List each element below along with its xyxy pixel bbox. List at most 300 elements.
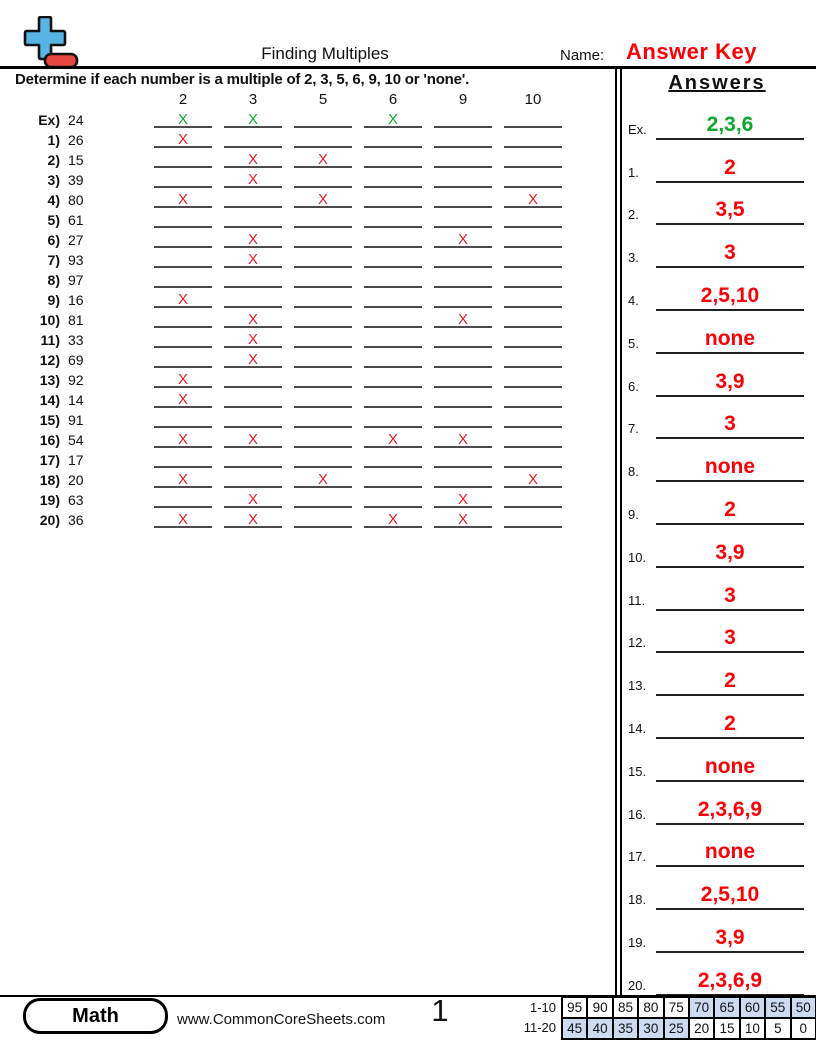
- answer-blank-2: [154, 390, 212, 408]
- answer-row: [622, 525, 814, 568]
- problem-label: 4): [47, 192, 60, 208]
- grading-row1-label: 1-10: [529, 1000, 556, 1015]
- problem-row: [0, 110, 616, 130]
- problem-label: 14): [39, 392, 60, 408]
- answer-value: 2,3,6,9: [697, 968, 763, 992]
- problem-row: [0, 330, 616, 350]
- problem-number: 16: [68, 292, 84, 308]
- answer-blank-10: [504, 290, 562, 308]
- x-mark: X: [177, 291, 188, 308]
- answer-blank-10: [504, 270, 562, 288]
- answer-row: [622, 183, 814, 226]
- problem-number: 20: [68, 472, 84, 488]
- answer-value: 2: [724, 155, 736, 179]
- answer-label: Ex.: [628, 121, 647, 137]
- answer-blank-9: [434, 170, 492, 188]
- page-number: 1: [431, 993, 449, 1028]
- website-text: www.CommonCoreSheets.com: [177, 1011, 386, 1028]
- x-mark: X: [247, 171, 258, 188]
- grade-cell: 40: [588, 1019, 613, 1040]
- answer-blank-10: [504, 310, 562, 328]
- answer-blank-3: [224, 250, 282, 268]
- answer-row: [622, 568, 814, 611]
- problem-label: 1): [47, 132, 60, 148]
- answer-row: [622, 611, 814, 654]
- answer-value: 2: [724, 669, 736, 693]
- answers-list: [622, 97, 814, 996]
- answer-blank-2: [154, 330, 212, 348]
- column-header-6: 6: [388, 91, 398, 108]
- problem-label: 13): [39, 372, 60, 388]
- grade-cell: 70: [690, 998, 715, 1019]
- problem-number: 26: [68, 132, 84, 148]
- answer-blank-2: [154, 250, 212, 268]
- answer-label: 20.: [628, 977, 647, 993]
- problem-row: [0, 510, 616, 530]
- x-mark: X: [317, 151, 328, 168]
- answer-label: 1.: [628, 164, 639, 180]
- answer-label: 19.: [628, 934, 647, 950]
- answer-blank-10: [504, 190, 562, 208]
- instruction-text: Determine if each number is a multiple of 2, 3, 5, 6, 9, 10 or 'none'.: [15, 71, 470, 88]
- answer-blank-5: [294, 190, 352, 208]
- answers-column-divider: [615, 69, 622, 996]
- answer-blank-6: [364, 350, 422, 368]
- answer-value: 2,3,6: [706, 112, 754, 136]
- answer-row: [622, 354, 814, 397]
- answer-label: 10.: [628, 549, 647, 565]
- answer-label: 6.: [628, 378, 639, 394]
- x-mark: X: [247, 111, 258, 128]
- grade-cell: 65: [715, 998, 740, 1019]
- answer-blank-9: [434, 190, 492, 208]
- x-mark: X: [387, 511, 398, 528]
- answer-blank-6: [364, 130, 422, 148]
- answer-blank-10: [504, 390, 562, 408]
- answer-blank-2: [154, 450, 212, 468]
- grade-cell: 20: [690, 1019, 715, 1040]
- answer-value: 2,5,10: [700, 883, 760, 907]
- problem-label: 2): [47, 152, 60, 168]
- x-mark: X: [247, 511, 258, 528]
- answer-value: none: [704, 326, 756, 350]
- answer-blank-5: [294, 330, 352, 348]
- answer-blank-3: [224, 410, 282, 428]
- answer-blank-3: [224, 510, 282, 528]
- problem-label: 9): [47, 292, 60, 308]
- problem-number: 81: [68, 312, 84, 328]
- answer-row: [622, 439, 814, 482]
- x-mark: X: [247, 151, 258, 168]
- grade-cell: 75: [665, 998, 690, 1019]
- answer-row: [622, 739, 814, 782]
- x-mark: X: [387, 111, 398, 128]
- problem-row: [0, 210, 616, 230]
- name-label: Name:: [560, 47, 605, 64]
- answers-heading: Answers: [668, 72, 766, 94]
- answer-value: 3,9: [715, 925, 745, 949]
- problem-row: [0, 390, 616, 410]
- x-mark: X: [527, 191, 538, 208]
- problem-row: [0, 230, 616, 250]
- answer-blank-5: [294, 350, 352, 368]
- answer-blank-9: [434, 230, 492, 248]
- answer-blank-6: [364, 310, 422, 328]
- answer-label: 8.: [628, 464, 639, 480]
- x-mark: X: [177, 371, 188, 388]
- answer-blank-9: [434, 350, 492, 368]
- answer-label: 7.: [628, 421, 639, 437]
- answer-blank-9: [434, 390, 492, 408]
- x-mark: X: [317, 471, 328, 488]
- answer-row: [622, 653, 814, 696]
- answer-blank-5: [294, 430, 352, 448]
- answer-blank-6: [364, 370, 422, 388]
- x-mark: X: [247, 331, 258, 348]
- grading-table: [561, 996, 816, 1040]
- answer-blank-2: [154, 150, 212, 168]
- problem-number: 92: [68, 372, 84, 388]
- answer-row: [622, 867, 814, 910]
- answer-value: 3,9: [715, 369, 745, 393]
- x-mark: X: [527, 471, 538, 488]
- problem-label: Ex): [38, 112, 60, 128]
- answer-label: 9.: [628, 506, 639, 522]
- answer-blank-3: [224, 430, 282, 448]
- answer-row: [622, 397, 814, 440]
- x-mark: X: [177, 391, 188, 408]
- answer-blank-9: [434, 110, 492, 128]
- problem-number: 39: [68, 172, 84, 188]
- problem-number: 80: [68, 192, 84, 208]
- answer-row: [622, 953, 814, 996]
- answer-blank-9: [434, 270, 492, 288]
- answer-value: 2,3,6,9: [697, 797, 763, 821]
- answer-blank-9: [434, 410, 492, 428]
- x-mark: X: [457, 311, 468, 328]
- answer-value: 3,9: [715, 540, 745, 564]
- grade-cell: 80: [639, 998, 664, 1019]
- answer-value: none: [704, 840, 756, 864]
- column-header-10: 10: [524, 91, 542, 108]
- answer-blank-3: [224, 330, 282, 348]
- answer-blank-2: [154, 510, 212, 528]
- x-mark: X: [247, 351, 258, 368]
- x-mark: X: [177, 191, 188, 208]
- answer-blank-3: [224, 390, 282, 408]
- answer-blank-2: [154, 430, 212, 448]
- answer-blank-5: [294, 470, 352, 488]
- answer-label: 4.: [628, 292, 639, 308]
- answer-blank-5: [294, 230, 352, 248]
- answer-blank-9: [434, 430, 492, 448]
- answer-blank-10: [504, 350, 562, 368]
- answer-blank-6: [364, 410, 422, 428]
- problem-label: 10): [39, 312, 60, 328]
- answer-blank-9: [434, 130, 492, 148]
- grading-row2-label: 11-20: [523, 1020, 556, 1035]
- answer-blank-5: [294, 130, 352, 148]
- answer-blank-5: [294, 310, 352, 328]
- problem-number: 27: [68, 232, 84, 248]
- answer-blank-6: [364, 250, 422, 268]
- problem-label: 16): [39, 432, 60, 448]
- answer-blank-9: [434, 470, 492, 488]
- x-mark: X: [247, 251, 258, 268]
- problem-row: [0, 470, 616, 490]
- problem-number: 14: [68, 392, 84, 408]
- answer-value: none: [704, 754, 756, 778]
- grade-cell: 55: [766, 998, 791, 1019]
- answer-row: [622, 311, 814, 354]
- problem-row: [0, 350, 616, 370]
- answer-blank-2: [154, 170, 212, 188]
- problem-number: 36: [68, 512, 84, 528]
- answer-blank-3: [224, 270, 282, 288]
- problem-number: 33: [68, 332, 84, 348]
- answer-blank-6: [364, 110, 422, 128]
- x-mark: X: [177, 511, 188, 528]
- problem-number: 97: [68, 272, 84, 288]
- answer-blank-10: [504, 330, 562, 348]
- answer-blank-10: [504, 410, 562, 428]
- problem-label: 12): [39, 352, 60, 368]
- answer-blank-2: [154, 290, 212, 308]
- answer-blank-3: [224, 490, 282, 508]
- grade-cell: 90: [588, 998, 613, 1019]
- problem-number: 91: [68, 412, 84, 428]
- problem-number: 15: [68, 152, 84, 168]
- grade-cell: 0: [792, 1019, 816, 1040]
- answer-blank-5: [294, 250, 352, 268]
- answer-blank-6: [364, 290, 422, 308]
- answer-blank-6: [364, 450, 422, 468]
- answer-row: [622, 482, 814, 525]
- problem-row: [0, 270, 616, 290]
- answer-blank-2: [154, 470, 212, 488]
- answer-blank-5: [294, 290, 352, 308]
- grade-cell: 30: [639, 1019, 664, 1040]
- answer-blank-9: [434, 330, 492, 348]
- x-mark: X: [247, 431, 258, 448]
- answer-blank-5: [294, 150, 352, 168]
- problem-row: [0, 170, 616, 190]
- answer-row: [622, 782, 814, 825]
- answer-label: 14.: [628, 720, 647, 736]
- answer-value: 2: [724, 711, 736, 735]
- answer-blank-5: [294, 110, 352, 128]
- answer-blank-5: [294, 490, 352, 508]
- problem-label: 15): [39, 412, 60, 428]
- answer-value: 3: [724, 241, 736, 265]
- answer-blank-10: [504, 230, 562, 248]
- answer-label: 12.: [628, 635, 647, 651]
- problem-number: 24: [68, 112, 84, 128]
- answer-blank-10: [504, 510, 562, 528]
- answer-blank-3: [224, 470, 282, 488]
- answer-blank-9: [434, 490, 492, 508]
- answer-blank-5: [294, 210, 352, 228]
- answer-value: none: [704, 455, 756, 479]
- x-mark: X: [177, 131, 188, 148]
- answer-label: 11.: [628, 592, 646, 608]
- problem-row: [0, 310, 616, 330]
- answer-blank-6: [364, 430, 422, 448]
- answer-blank-2: [154, 210, 212, 228]
- answer-row: [622, 140, 814, 183]
- answer-blank-9: [434, 310, 492, 328]
- answer-row: [622, 825, 814, 868]
- answer-blank-2: [154, 370, 212, 388]
- problem-row: [0, 190, 616, 210]
- answer-blank-3: [224, 350, 282, 368]
- answer-value: 3: [724, 583, 736, 607]
- x-mark: X: [177, 471, 188, 488]
- problem-label: 6): [47, 232, 60, 248]
- grade-cell: 25: [665, 1019, 690, 1040]
- answer-label: 13.: [628, 678, 647, 694]
- answer-label: 15.: [628, 763, 647, 779]
- x-mark: X: [247, 231, 258, 248]
- x-mark: X: [247, 311, 258, 328]
- problem-row: [0, 430, 616, 450]
- answer-value: 3,5: [715, 198, 745, 222]
- answer-blank-10: [504, 130, 562, 148]
- header-divider: [0, 66, 816, 69]
- answer-blank-3: [224, 310, 282, 328]
- answer-blank-6: [364, 150, 422, 168]
- answer-blank-10: [504, 470, 562, 488]
- problem-number: 17: [68, 452, 84, 468]
- problem-label: 8): [47, 272, 60, 288]
- answer-label: 3.: [628, 250, 639, 266]
- x-mark: X: [247, 491, 258, 508]
- subject-badge: [23, 998, 168, 1034]
- answer-blank-5: [294, 170, 352, 188]
- answer-blank-9: [434, 290, 492, 308]
- answer-blank-3: [224, 130, 282, 148]
- x-mark: X: [317, 191, 328, 208]
- answer-blank-3: [224, 450, 282, 468]
- answer-blank-3: [224, 230, 282, 248]
- problem-row: [0, 370, 616, 390]
- answer-row: [622, 225, 814, 268]
- problem-label: 20): [39, 512, 60, 528]
- problem-row: [0, 490, 616, 510]
- answer-blank-6: [364, 270, 422, 288]
- answer-blank-3: [224, 150, 282, 168]
- answer-blank-9: [434, 210, 492, 228]
- subject-badge-label: Math: [26, 1001, 165, 1031]
- answer-blank-9: [434, 450, 492, 468]
- problem-row: [0, 250, 616, 270]
- grade-cell: 85: [614, 998, 639, 1019]
- answer-blank-10: [504, 110, 562, 128]
- answer-blank-3: [224, 190, 282, 208]
- answer-blank-6: [364, 230, 422, 248]
- answer-blank-2: [154, 130, 212, 148]
- problem-row: [0, 450, 616, 470]
- column-header-2: 2: [178, 91, 188, 108]
- answer-blank-9: [434, 510, 492, 528]
- problem-label: 11): [40, 332, 60, 348]
- problem-number: 61: [68, 212, 84, 228]
- problem-row: [0, 130, 616, 150]
- problem-number: 93: [68, 252, 84, 268]
- grade-cell: 10: [741, 1019, 766, 1040]
- answer-blank-3: [224, 370, 282, 388]
- answer-blank-3: [224, 290, 282, 308]
- x-mark: X: [457, 431, 468, 448]
- grade-cell: 45: [563, 1019, 588, 1040]
- problem-label: 7): [47, 252, 60, 268]
- answer-blank-6: [364, 190, 422, 208]
- answer-blank-6: [364, 390, 422, 408]
- answer-row: [622, 268, 814, 311]
- answer-blank-10: [504, 150, 562, 168]
- problem-row: [0, 150, 616, 170]
- answer-blank-3: [224, 170, 282, 188]
- problem-label: 19): [39, 492, 60, 508]
- x-mark: X: [457, 491, 468, 508]
- answer-blank-6: [364, 210, 422, 228]
- problem-label: 5): [47, 212, 60, 228]
- grade-cell: 35: [614, 1019, 639, 1040]
- answer-value: 3: [724, 412, 736, 436]
- answer-blank-10: [504, 210, 562, 228]
- answer-blank-10: [504, 430, 562, 448]
- answer-value: 3: [724, 626, 736, 650]
- grade-cell: 95: [563, 998, 588, 1019]
- answer-blank-5: [294, 410, 352, 428]
- answer-blank-2: [154, 110, 212, 128]
- answer-blank-2: [154, 190, 212, 208]
- answer-blank-6: [364, 330, 422, 348]
- answer-blank-10: [504, 450, 562, 468]
- grade-cell: 15: [715, 1019, 740, 1040]
- problem-label: 3): [47, 172, 60, 188]
- answer-blank-9: [434, 150, 492, 168]
- answer-label: 18.: [628, 892, 647, 908]
- answer-row: [622, 696, 814, 739]
- x-mark: X: [457, 511, 468, 528]
- problem-label: 17): [39, 452, 60, 468]
- answer-blank-5: [294, 450, 352, 468]
- answer-blank-5: [294, 270, 352, 288]
- answer-blank-5: [294, 390, 352, 408]
- answer-blank-2: [154, 310, 212, 328]
- answer-blank-9: [434, 250, 492, 268]
- problem-number: 63: [68, 492, 84, 508]
- answer-blank-2: [154, 230, 212, 248]
- grade-cell: 60: [741, 998, 766, 1019]
- grade-cell: 5: [766, 1019, 791, 1040]
- problem-number: 54: [68, 432, 84, 448]
- answer-blank-2: [154, 350, 212, 368]
- column-header-5: 5: [318, 91, 328, 108]
- multiple-column-headers: [0, 91, 616, 108]
- answer-blank-10: [504, 250, 562, 268]
- column-header-3: 3: [248, 91, 258, 108]
- problem-row: [0, 410, 616, 430]
- answer-blank-10: [504, 490, 562, 508]
- answer-blank-6: [364, 510, 422, 528]
- answer-blank-3: [224, 210, 282, 228]
- answer-blank-5: [294, 510, 352, 528]
- answer-label: 16.: [628, 806, 647, 822]
- answer-row: [622, 910, 814, 953]
- problem-number: 69: [68, 352, 84, 368]
